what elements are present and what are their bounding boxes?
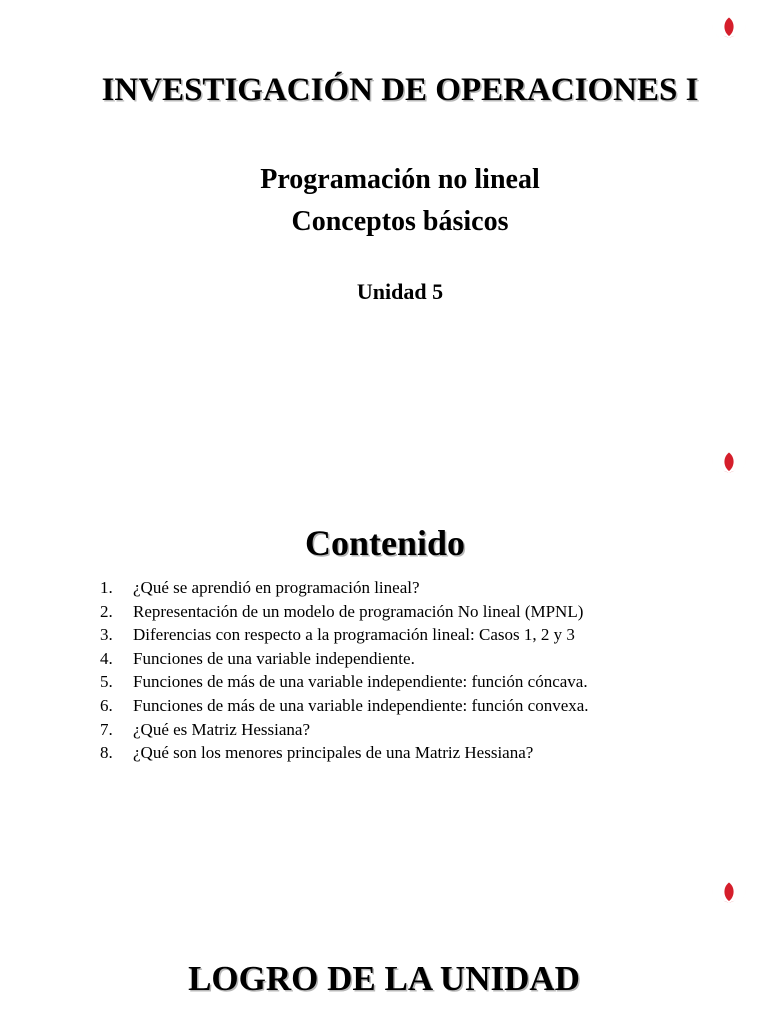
item-text: ¿Qué es Matriz Hessiana? [133, 719, 311, 739]
item-number: 1. [100, 578, 113, 597]
item-text: Funciones de más de una variable independiente: función convexa. [133, 695, 589, 715]
upc-flame-logo-icon [708, 10, 750, 52]
contents-heading: Contenido [304, 523, 466, 563]
topic-title: Programación no lineal [260, 164, 540, 195]
list-item [0, 650, 768, 667]
course-title: INVESTIGACIÓN DE OPERACIONES I [101, 72, 699, 108]
item-number: 2. [100, 601, 113, 621]
item-text: ¿Qué son los menores principales de una Matriz Hessiana? [133, 743, 534, 763]
title-slide [0, 0, 768, 422]
topic-subtitle: Conceptos básicos [291, 206, 509, 237]
item-number: 4. [100, 648, 113, 668]
list-item [0, 579, 768, 596]
item-text: ¿Qué se aprendió en programación lineal? [133, 578, 420, 597]
upc-flame-logo-icon [708, 875, 750, 917]
item-text: Funciones de una variable independiente. [133, 648, 415, 668]
achievement-slide [0, 854, 768, 1024]
item-number: 5. [100, 672, 113, 692]
list-item [0, 697, 768, 714]
unit-label: Unidad 5 [356, 279, 444, 304]
list-item [0, 744, 768, 761]
list-item [0, 673, 768, 690]
item-number: 8. [100, 743, 113, 763]
list-item [0, 626, 768, 643]
list-item [0, 721, 768, 738]
item-number: 3. [100, 625, 113, 645]
item-text: Representación de un modelo de programación No lineal (MPNL) [133, 601, 584, 621]
upc-flame-logo-icon [708, 445, 750, 487]
item-number: 7. [100, 719, 113, 739]
item-text: Funciones de más de una variable independiente: función cóncava. [133, 672, 588, 692]
achievement-heading: LOGRO DE LA UNIDAD [188, 959, 580, 998]
item-number: 6. [100, 695, 113, 715]
item-text: Diferencias con respecto a la programación lineal: Casos 1, 2 y 3 [133, 625, 575, 645]
list-item [0, 603, 768, 620]
contents-slide [0, 422, 768, 854]
contents-list [0, 579, 768, 768]
